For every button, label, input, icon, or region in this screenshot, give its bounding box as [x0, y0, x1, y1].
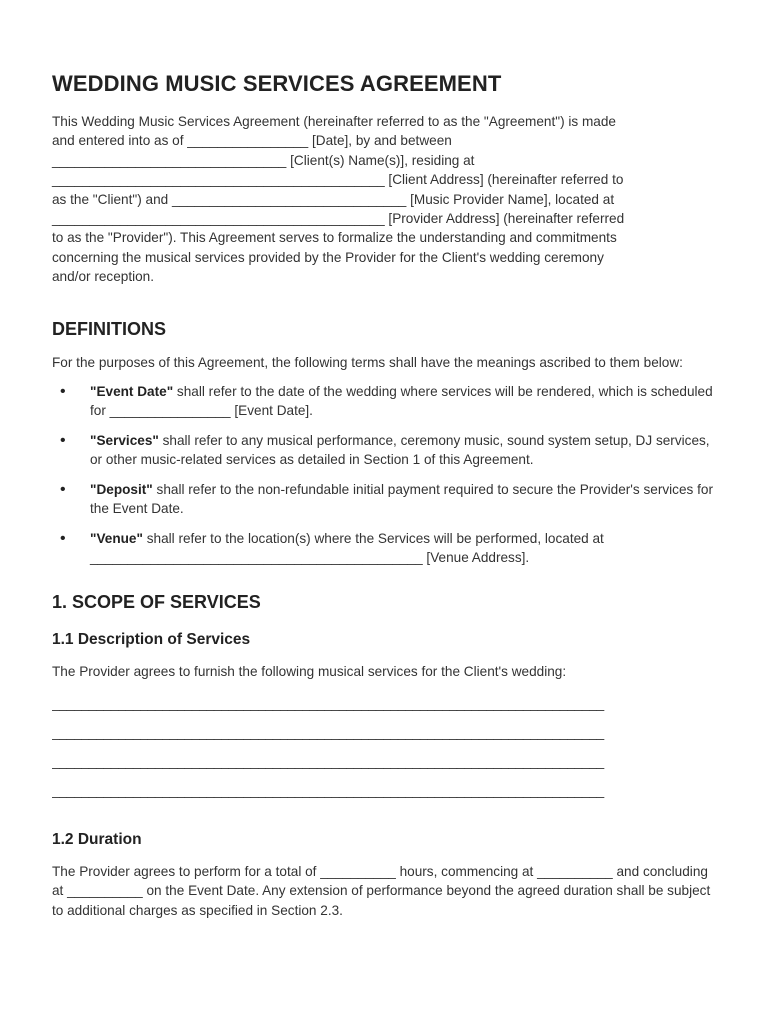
definition-term: "Services"	[90, 432, 159, 448]
intro-line: _______________________________ [Client(s) Name(s)], residing at	[52, 152, 475, 168]
intro-line: and/or reception.	[52, 269, 155, 285]
blank-fill-line[interactable]: ___________________________________________________________________________	[52, 782, 605, 798]
intro-line: concerning the musical services provided by the Provider for the Client's wedding ceremony	[52, 249, 604, 265]
definition-text: shall refer to the date of the wedding where services will be rendered, which is scheduled for ________________ [Event Date].	[90, 384, 713, 419]
intro-line: ____________________________________________ [Client Address] (hereinafter referred to	[52, 172, 624, 188]
bullet-icon: •	[60, 529, 66, 547]
definition-term: "Deposit"	[90, 481, 153, 497]
definition-term: "Event Date"	[90, 384, 174, 400]
definition-text: shall refer to the location(s) where the Services will be performed, located at ____________________________________________ [Venue Address].	[90, 530, 604, 565]
description-blank-lines	[52, 694, 714, 810]
intro-line: as the "Client") and _______________________________ [Music Provider Name], located at	[52, 191, 615, 207]
bullet-icon: •	[60, 383, 66, 401]
definition-term: "Venue"	[90, 530, 143, 546]
blank-fill-line[interactable]: ___________________________________________________________________________	[52, 753, 605, 769]
scope-heading: 1. SCOPE OF SERVICES	[52, 592, 261, 613]
definition-text: shall refer to the non-refundable initial payment required to secure the Provider's services for the Event Date.	[90, 481, 713, 517]
bullet-icon: •	[60, 431, 66, 449]
intro-line: and entered into as of ________________ [Date], by and between	[52, 133, 452, 149]
definition-item-venue	[52, 529, 714, 568]
definitions-heading: DEFINITIONS	[52, 318, 167, 339]
document-title: WEDDING MUSIC SERVICES AGREEMENT	[52, 71, 502, 96]
bullet-icon: •	[60, 480, 66, 498]
definition-text: shall refer to any musical performance, ceremony music, sound system setup, DJ services, or other music-related services as detailed in Section 1 of this Agreement.	[90, 432, 710, 468]
definition-item-deposit	[52, 480, 714, 519]
intro-line: to as the "Provider"). This Agreement serves to formalize the understanding and commitments	[52, 230, 617, 246]
description-text: The Provider agrees to furnish the following musical services for the Client's wedding:	[52, 664, 567, 680]
document-page	[52, 70, 714, 920]
definition-item-services	[52, 431, 714, 470]
intro-paragraph	[52, 112, 714, 287]
duration-heading: 1.2 Duration	[52, 830, 142, 848]
description-heading: 1.1 Description of Services	[52, 631, 251, 649]
blank-fill-line[interactable]: ___________________________________________________________________________	[52, 695, 605, 711]
blank-fill-line[interactable]: ___________________________________________________________________________	[52, 724, 605, 740]
definitions-intro: For the purposes of this Agreement, the following terms shall have the meanings ascribed to them below:	[52, 354, 683, 370]
intro-line: ____________________________________________ [Provider Address] (hereinafter referred	[52, 211, 625, 227]
duration-text: The Provider agrees to perform for a total of __________ hours, commencing at __________ and concluding at __________ on the Event Date. Any extension of performance beyond the agreed duration shall be subject to additional charges as specified in Section 2.3.	[52, 863, 711, 918]
definitions-list	[52, 382, 714, 567]
definition-item-event-date	[52, 382, 714, 421]
intro-line: This Wedding Music Services Agreement (hereinafter referred to as the "Agreement") is made	[52, 114, 616, 129]
